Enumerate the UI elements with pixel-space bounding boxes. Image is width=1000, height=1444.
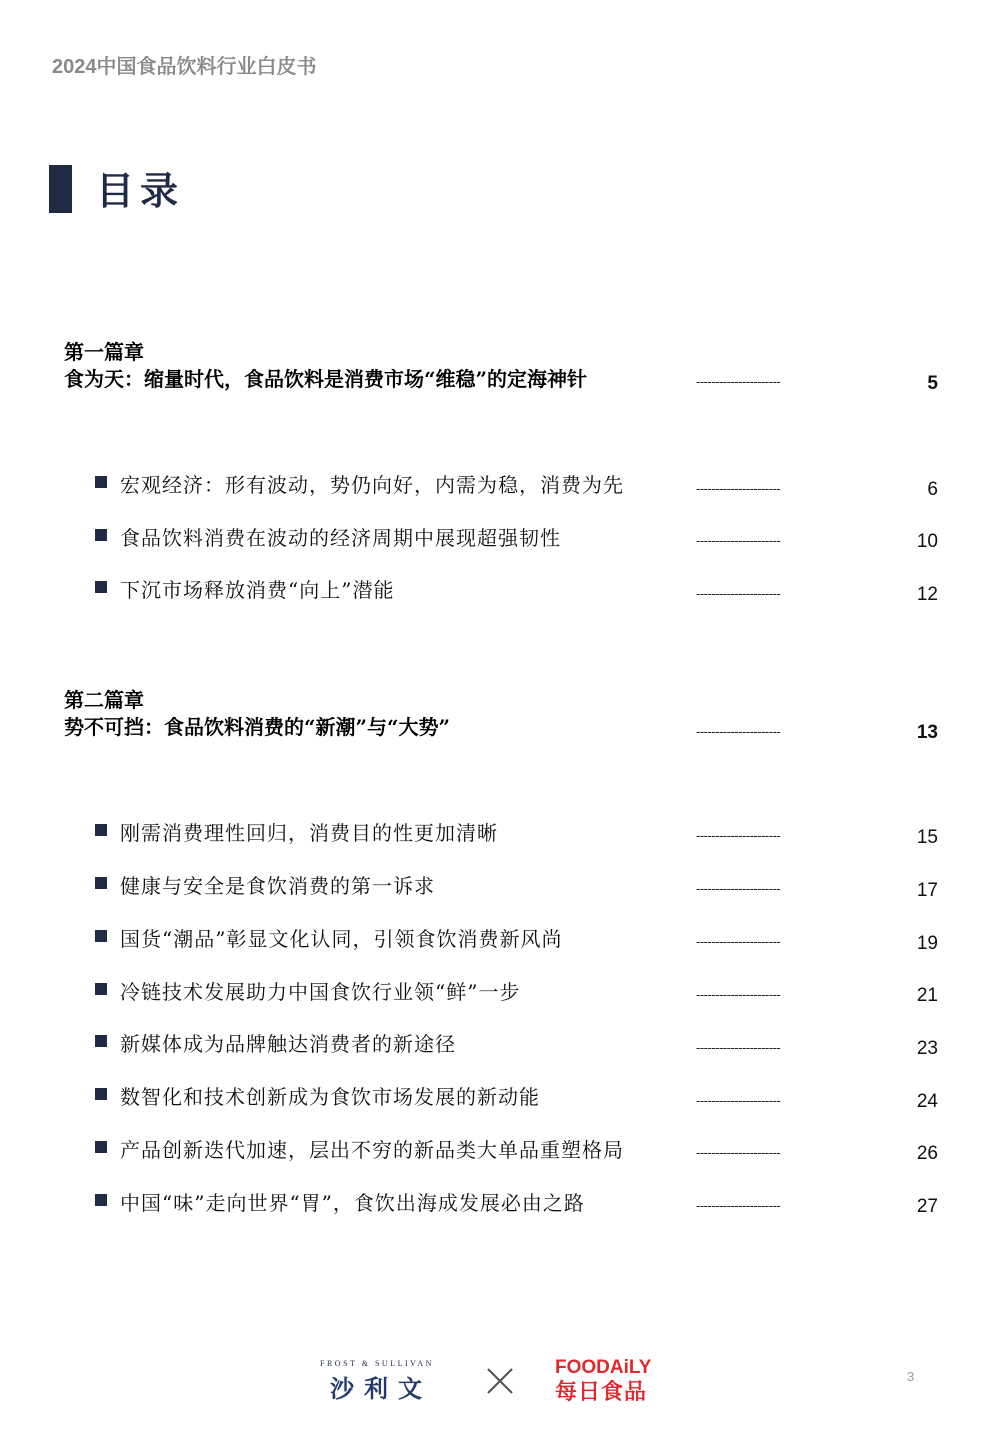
leader-dots: ---------------------- xyxy=(696,828,781,843)
toc-entry-2-6[interactable]: 数智化和技术创新成为食饮市场发展的新动能 xyxy=(120,1085,540,1109)
toc-title-accent-bar xyxy=(49,165,72,213)
leader-dots: ---------------------- xyxy=(696,374,781,389)
bullet-square-icon xyxy=(95,1035,107,1047)
document-header-title: 2024中国食品饮料行业白皮书 xyxy=(52,56,317,78)
chapter-2-label: 第二篇章 xyxy=(64,688,144,712)
leader-dots: ---------------------- xyxy=(696,1145,781,1160)
toc-entry-2-4[interactable]: 冷链技术发展助力中国食饮行业领“鲜”一步 xyxy=(120,980,521,1004)
toc-entry-1-3[interactable]: 下沉市场释放消费“向上”潜能 xyxy=(120,578,395,602)
bullet-square-icon xyxy=(95,476,107,488)
toc-entry-2-7-page[interactable]: 26 xyxy=(916,1143,938,1164)
bullet-square-icon xyxy=(95,877,107,889)
footer-logos xyxy=(0,1355,1000,1405)
leader-dots: ---------------------- xyxy=(696,586,781,601)
chapter-1-label: 第一篇章 xyxy=(64,340,144,364)
toc-entry-2-8[interactable]: 中国“味”走向世界“胃”，食饮出海成发展必由之路 xyxy=(120,1191,585,1215)
toc-entry-2-1[interactable]: 刚需消费理性回归，消费目的性更加清晰 xyxy=(120,821,498,845)
bullet-square-icon xyxy=(95,1141,107,1153)
bullet-square-icon xyxy=(95,930,107,942)
toc-entry-1-3-page[interactable]: 12 xyxy=(916,584,938,605)
bullet-square-icon xyxy=(95,1088,107,1100)
leader-dots: ---------------------- xyxy=(696,881,781,896)
toc-entry-2-4-page[interactable]: 21 xyxy=(916,985,938,1006)
leader-dots: ---------------------- xyxy=(696,1040,781,1055)
leader-dots: ---------------------- xyxy=(696,1093,781,1108)
leader-dots: ---------------------- xyxy=(696,533,781,548)
leader-dots: ---------------------- xyxy=(696,987,781,1002)
toc-entry-2-6-page[interactable]: 24 xyxy=(916,1091,938,1112)
toc-entry-2-8-page[interactable]: 27 xyxy=(916,1196,938,1217)
toc-entry-2-7[interactable]: 产品创新迭代加速，层出不穷的新品类大单品重塑格局 xyxy=(120,1138,624,1162)
leader-dots: ---------------------- xyxy=(696,934,781,949)
bullet-square-icon xyxy=(95,581,107,593)
bullet-square-icon xyxy=(95,1194,107,1206)
leader-dots: ---------------------- xyxy=(696,724,781,739)
chapter-1-title[interactable]: 食为天：缩量时代，食品饮料是消费市场“维稳”的定海神针 xyxy=(64,367,588,391)
toc-entry-1-1-page[interactable]: 6 xyxy=(927,479,938,500)
leader-dots: ---------------------- xyxy=(696,481,781,496)
toc-entry-2-5[interactable]: 新媒体成为品牌触达消费者的新途径 xyxy=(120,1032,456,1056)
frost-sullivan-logo-cn: 沙利文 xyxy=(330,1375,432,1403)
bullet-square-icon xyxy=(95,529,107,541)
chapter-2-title[interactable]: 势不可挡：食品饮料消费的“新潮”与“大势” xyxy=(64,715,451,739)
toc-entry-2-5-page[interactable]: 23 xyxy=(916,1038,938,1059)
toc-entry-2-3-page[interactable]: 19 xyxy=(916,933,938,954)
toc-entry-1-1[interactable]: 宏观经济：形有波动，势仍向好，内需为稳，消费为先 xyxy=(120,473,624,497)
toc-entry-2-1-page[interactable]: 15 xyxy=(916,827,938,848)
foodaily-logo-text: FOODAiLY xyxy=(555,1357,652,1378)
page-number: 3 xyxy=(907,1369,915,1384)
toc-entry-1-2[interactable]: 食品饮料消费在波动的经济周期中展现超强韧性 xyxy=(120,526,561,550)
toc-title: 目录 xyxy=(96,168,185,213)
bullet-square-icon xyxy=(95,824,107,836)
foodaily-logo-cn: 每日食品 xyxy=(555,1380,648,1405)
cross-icon xyxy=(486,1367,514,1395)
chapter-2-page-number[interactable]: 13 xyxy=(916,722,938,743)
bullet-square-icon xyxy=(95,983,107,995)
toc-entry-2-3[interactable]: 国货“潮品”彰显文化认同，引领食饮消费新风尚 xyxy=(120,927,563,951)
toc-entry-1-2-page[interactable]: 10 xyxy=(916,531,938,552)
leader-dots: ---------------------- xyxy=(696,1198,781,1213)
toc-entry-2-2-page[interactable]: 17 xyxy=(916,880,938,901)
toc-entry-2-2[interactable]: 健康与安全是食饮消费的第一诉求 xyxy=(120,874,435,898)
chapter-1-page-number[interactable]: 5 xyxy=(927,373,938,394)
frost-sullivan-logo-text: FROST & SULLIVAN xyxy=(320,1359,434,1368)
